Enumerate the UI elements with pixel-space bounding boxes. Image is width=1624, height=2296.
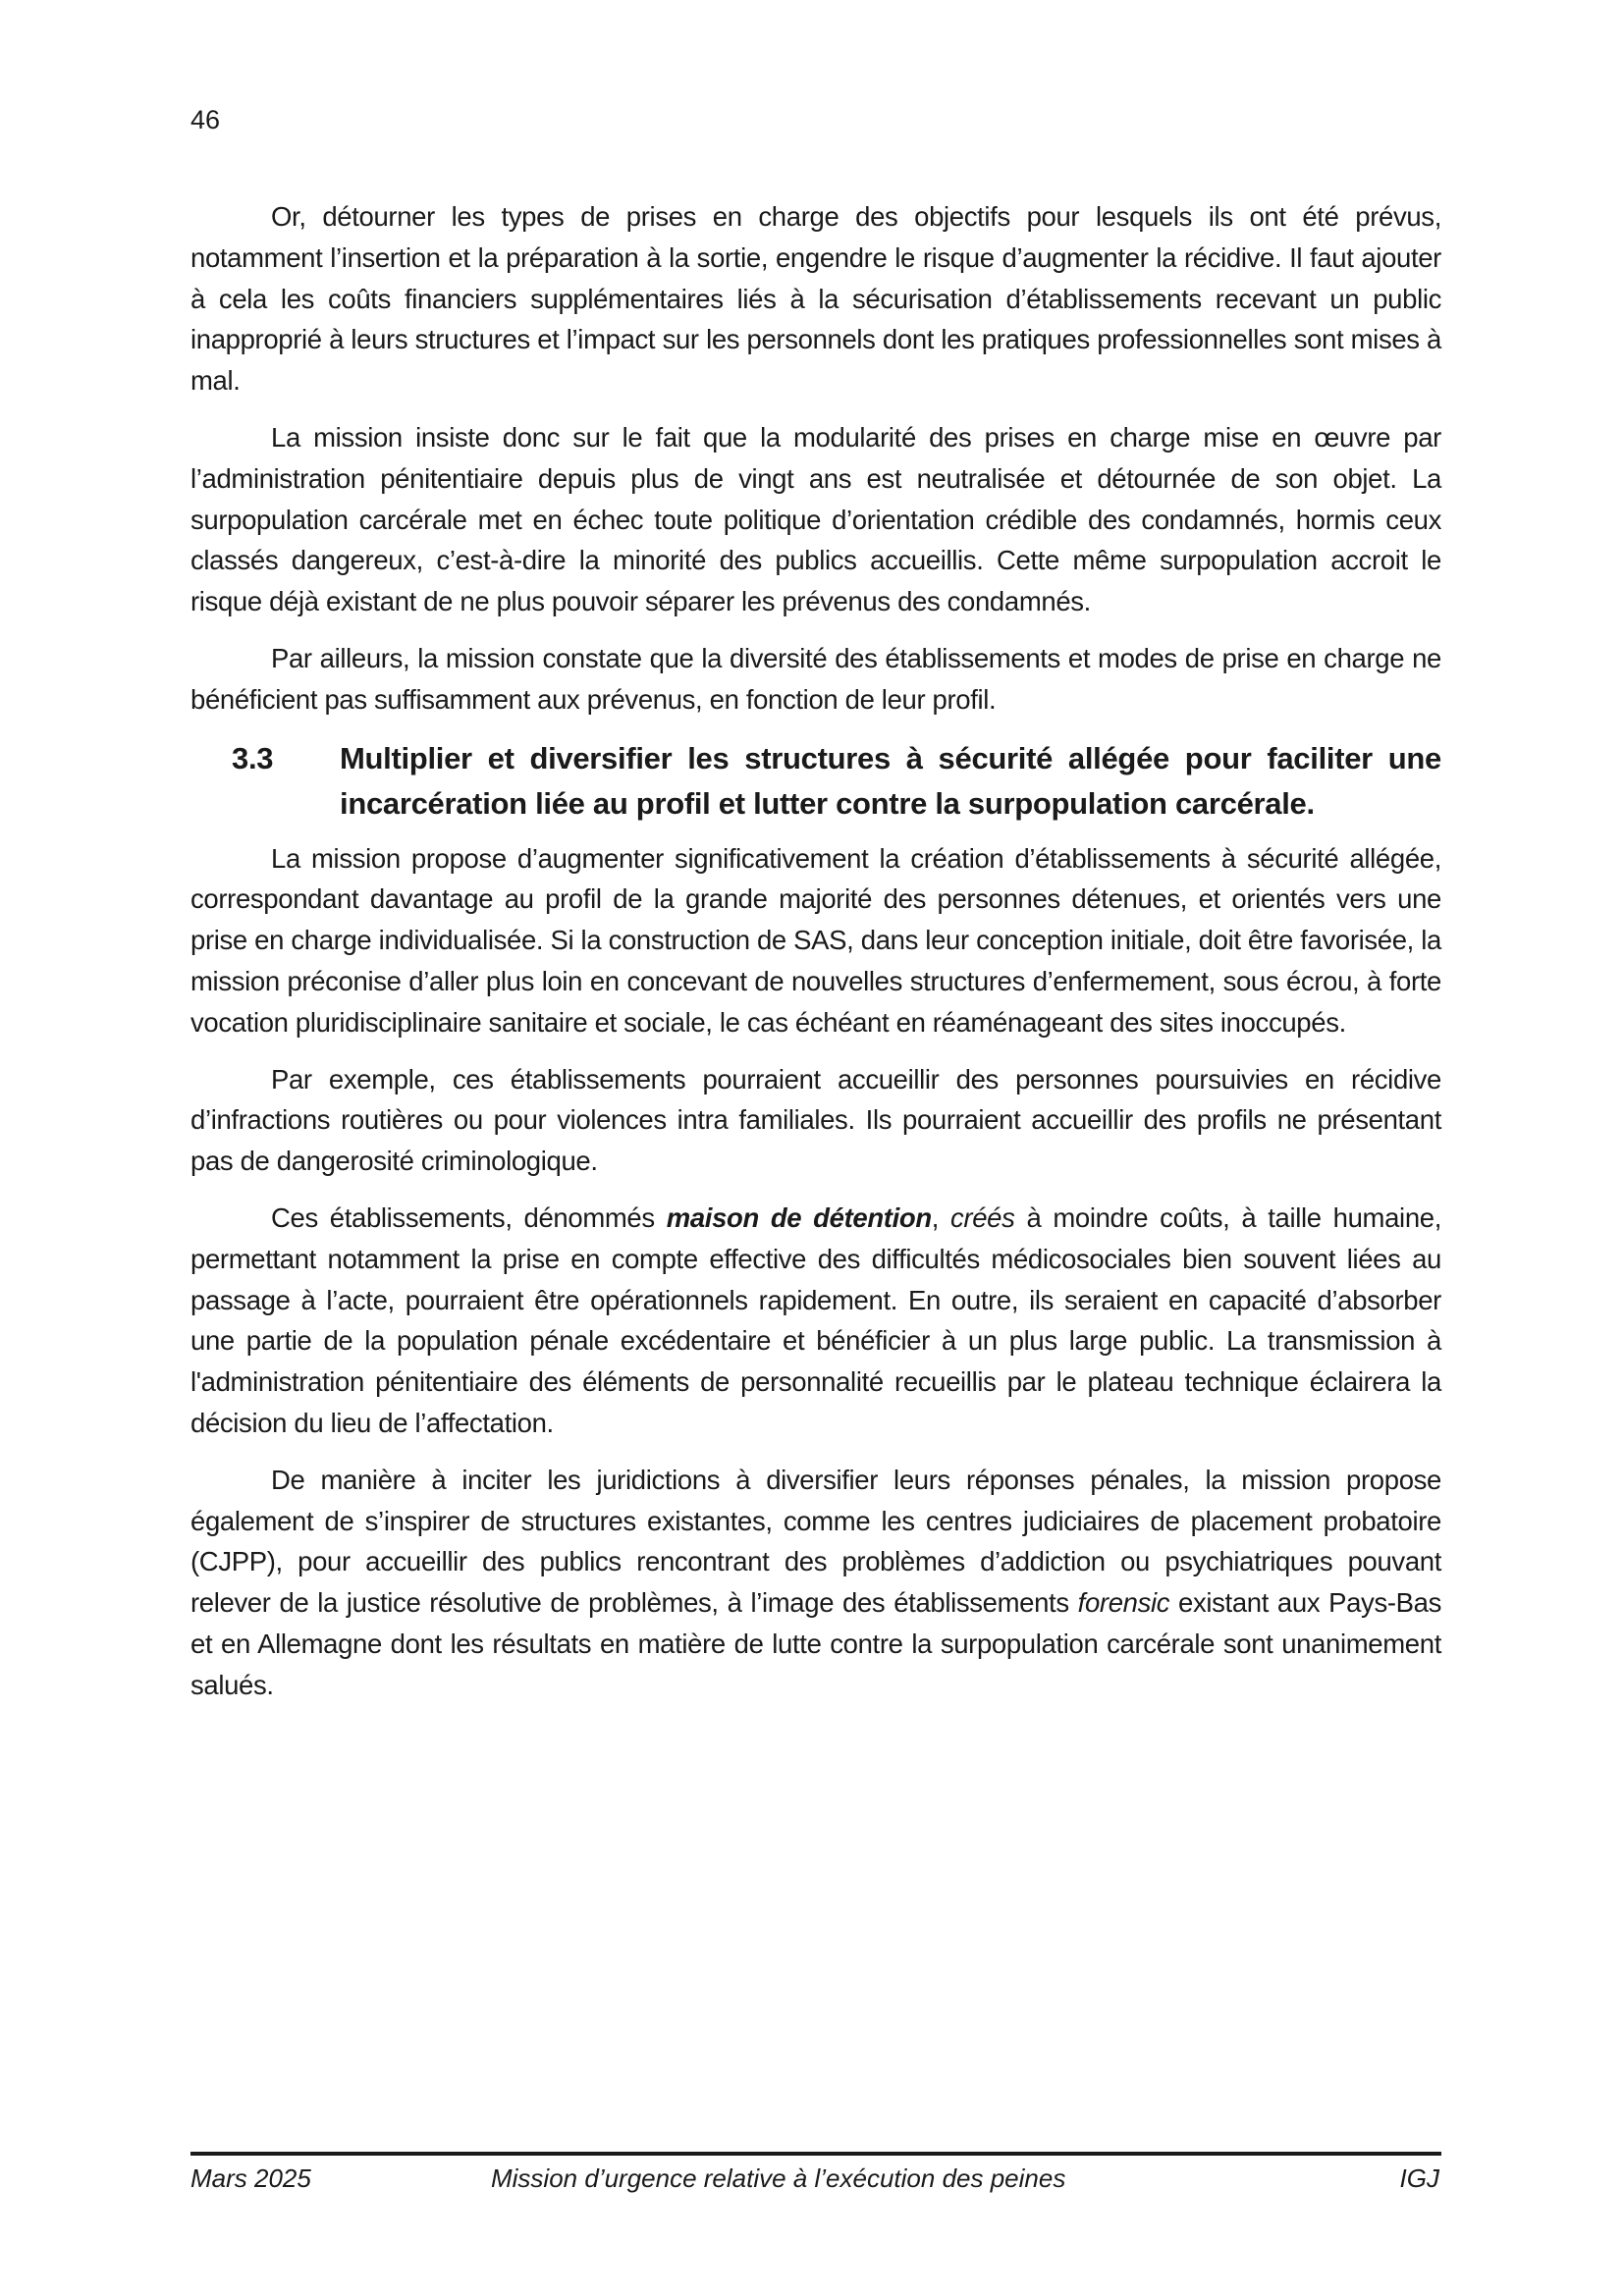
text-run: à moindre coûts, à taille humaine, permettant notamment la prise en compte effective des difficultés médicosociales bien souvent liées au passage à l’acte, pourraient être opérationnels rapidement. En outre, ils seraient en capacité d’absorber une partie de la population pénale excédentaire et bénéficier à un plus large public. La transmission à l'administration pénitentiaire des éléments de personnalité recueillis par le plateau technique éclairera la décision du lieu de l’affectation. <box>190 1201 1441 1438</box>
text-run: , <box>931 1201 951 1233</box>
paragraph-securite-allegee: La mission propose d’augmenter significativement la création d’établissements à sécurité allégée, correspondant davantage au profil de la grande majorité des personnes détenues, et orientés vers une prise en charge individualisée. Si la construction de SAS, dans leur conception initiale, doit être favorisée, la mission préconise d’aller plus loin en concevant de nouvelles structures d’enfermement, sous écrou, à forte vocation pluridisciplinaire sanitaire et sociale, le cas échéant en réaménageant des sites inoccupés. <box>190 842 1441 1038</box>
footer-divider <box>190 2152 1441 2156</box>
text-run: Ces établissements, dénommés <box>271 1201 667 1233</box>
page-number: 46 <box>190 105 221 134</box>
emphasis-crees: créés <box>950 1201 1015 1233</box>
emphasis-maison-de-detention: maison de détention <box>666 1201 932 1233</box>
section-heading <box>190 736 1441 827</box>
paragraph-maison-detention <box>190 1198 1441 1444</box>
document-body <box>190 196 1441 1722</box>
emphasis-forensic: forensic <box>1077 1587 1170 1619</box>
paragraph-prevenus: Par ailleurs, la mission constate que la diversité des établissements et modes de prise en charge ne bénéficient pas suffisamment aux prévenus, en fonction de leur profil. <box>190 642 1441 715</box>
section-number: 3.3 <box>232 740 274 775</box>
page-footer <box>190 2162 1441 2197</box>
paragraph-modularite: La mission insiste donc sur le fait que la modularité des prises en charge mise en œuvre par l’administration pénitentiaire depuis plus de vingt ans est neutralisée et détournée de son objet. La surpopulation carcérale met en échec toute politique d’orientation crédible des condamnés, hormis ceux classés dangereux, c’est-à-dire la minorité des publics accueillis. Cette même surpopulation accroit le risque déjà existant de ne plus pouvoir séparer les prévenus des condamnés. <box>190 421 1441 617</box>
paragraph-cjpp <box>190 1460 1441 1706</box>
paragraph-detournement: Or, détourner les types de prises en charge des objectifs pour lesquels ils ont été prévus, notamment l’insertion et la préparation à la sortie, engendre le risque d’augmenter la récidive. Il faut ajouter à cela les coûts financiers supplémentaires liés à la sécurisation d’établissements recevant un public inapproprié à leurs structures et l’impact sur les personnels dont les pratiques professionnelles sont mises à mal. <box>190 201 1441 397</box>
footer-date: Mars 2025 <box>190 2163 311 2193</box>
text-run: De manière à inciter les juridictions à diversifier leurs réponses pénales, la mission propose également de s’inspirer de structures existantes, comme les centres judiciaires de placement probatoire (CJPP), pour accueillir des publics rencontrant des problèmes d’addiction ou psychiatriques pouvant relever de la justice résolutive de problèmes, à l’image des établissements <box>190 1464 1441 1619</box>
text-run: existant aux Pays-Bas et en Allemagne dont les résultats en matière de lutte contre la surpopulation carcérale sont unanimement salués. <box>190 1587 1442 1700</box>
paragraph-exemple: Par exemple, ces établissements pourraient accueillir des personnes poursuivies en récidive d’infractions routières ou pour violences intra familiales. Ils pourraient accueillir des profils ne présentant pas de dangerosité criminologique. <box>190 1063 1441 1177</box>
footer-report-title: Mission d’urgence relative à l’exécution des peines <box>491 2163 1066 2193</box>
footer-organization: IGJ <box>1399 2163 1439 2193</box>
section-title: Multiplier et diversifier les structures à sécurité allégée pour faciliter une incarcération liée au profil et lutter contre la surpopulation carcérale. <box>340 740 1441 821</box>
